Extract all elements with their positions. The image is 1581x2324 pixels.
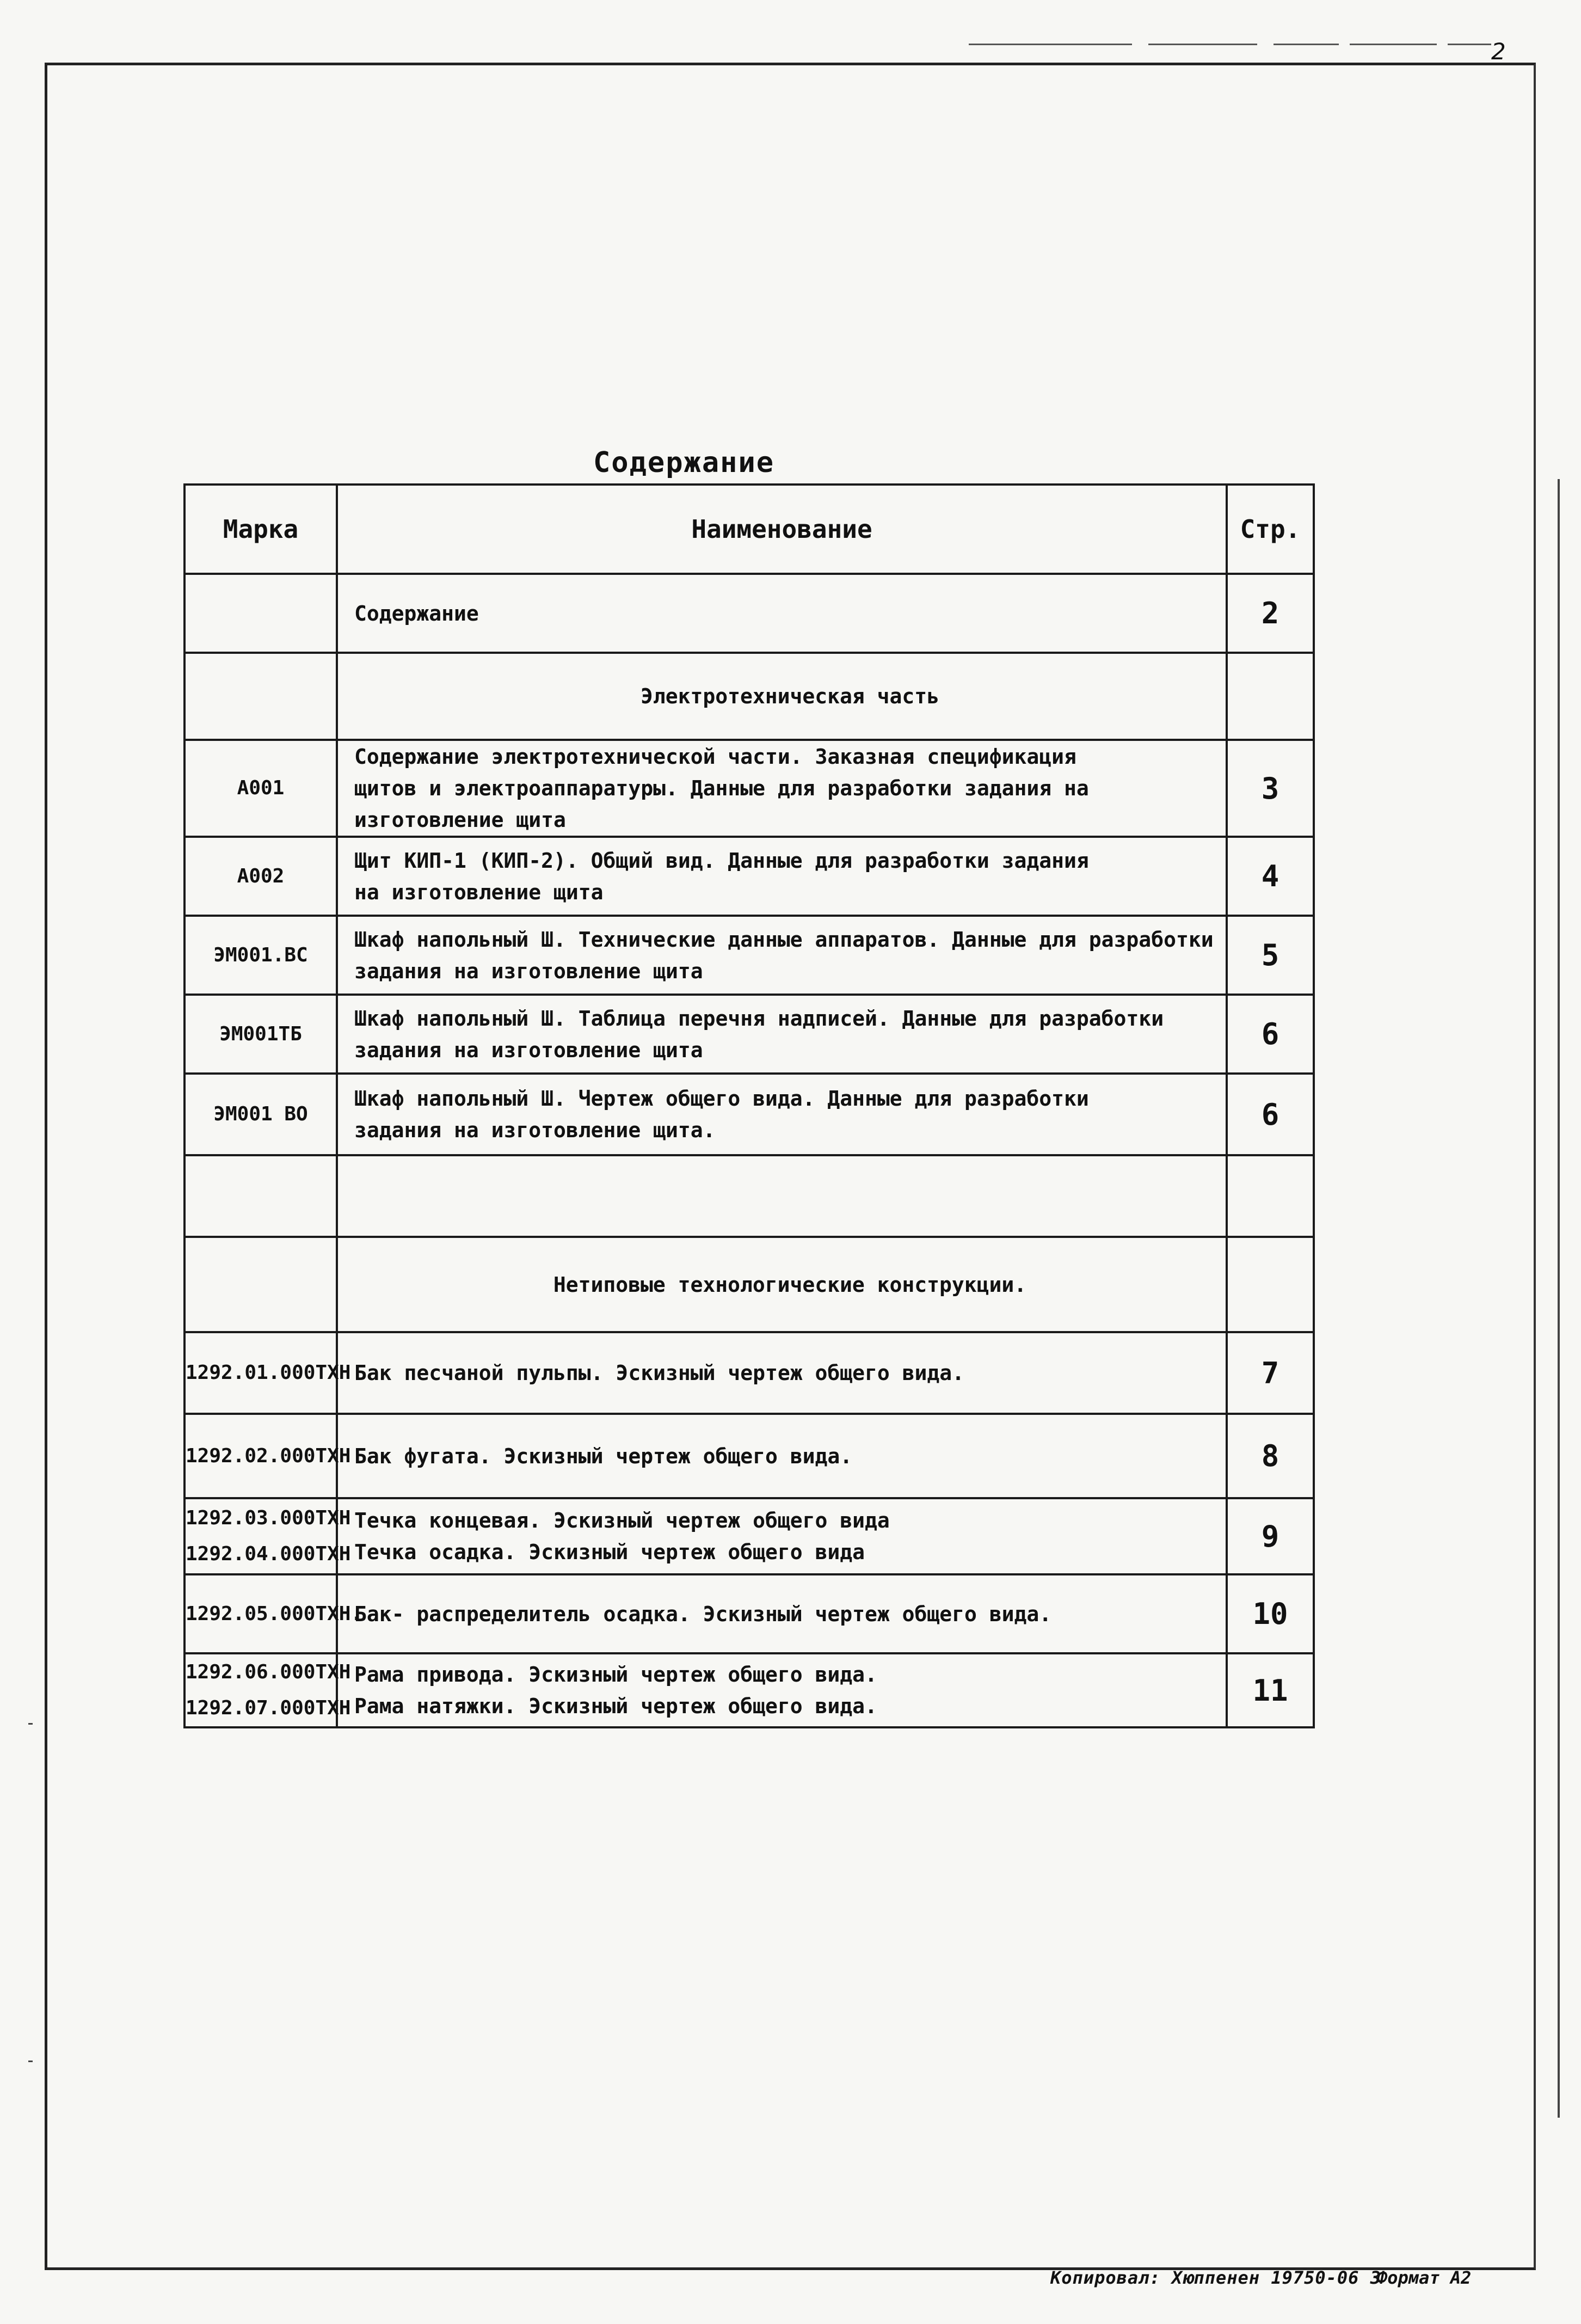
row-mark: [184, 653, 337, 740]
format-stamp: Формат А2: [1377, 2267, 1472, 2288]
row-mark: [184, 1237, 337, 1332]
row-name: [337, 574, 1227, 653]
name-line: на изготовление щита: [354, 880, 604, 904]
copied-by-stamp: Копировал: Хюппенен 19750-06 3: [1050, 2267, 1381, 2288]
row-name: [337, 740, 1227, 837]
row-name: [337, 1155, 1227, 1237]
name-line: Шкаф напольный Ш. Технические данные аппаратов. Данные для разработки: [354, 927, 1214, 952]
name-line: Содержание: [354, 601, 479, 626]
table-row: [184, 1332, 1314, 1414]
mark-line: 1292.07.000ТХН: [186, 1697, 351, 1719]
name-line: Нетиповые технологические конструкции.: [553, 1272, 1027, 1297]
row-mark: [184, 740, 337, 837]
row-page: 6: [1227, 995, 1314, 1074]
row-mark: [184, 1332, 351, 1414]
table-row: [184, 916, 1314, 995]
table-row: [184, 837, 1314, 916]
contents-table: [183, 483, 1315, 1728]
row-mark: [184, 574, 337, 653]
row-name: [337, 837, 1227, 916]
row-page: [1227, 653, 1314, 740]
contents-rows: [184, 574, 1314, 1727]
mark-line: 1292.01.000ТХН: [186, 1362, 351, 1384]
mark-line: 1292.04.000ТХН: [186, 1543, 351, 1565]
mark-line: 1292.05.000ТХН.: [186, 1602, 363, 1625]
row-page: 6: [1227, 1074, 1314, 1155]
row-name: [337, 995, 1227, 1074]
row-page: 5: [1227, 916, 1314, 995]
name-line: задания на изготовление щита.: [354, 1118, 716, 1142]
name-line: Бак- распределитель осадка. Эскизный чертеж общего вида.: [354, 1602, 1052, 1626]
row-name: [337, 1574, 1227, 1653]
table-row: [184, 1653, 1314, 1727]
mark-line: ЭМ001 ВО: [213, 1103, 308, 1125]
row-page: 9: [1227, 1498, 1314, 1574]
row-name: [337, 1332, 1227, 1414]
row-mark: [184, 995, 337, 1074]
name-line: Рама натяжки. Эскизный чертеж общего вида.: [354, 1694, 877, 1718]
table-row: [184, 1498, 1314, 1574]
row-page: 3: [1227, 740, 1314, 837]
name-line: Рама привода. Эскизный чертеж общего вида.: [354, 1663, 877, 1687]
table-row: [184, 1074, 1314, 1155]
name-line: задания на изготовление щита: [354, 959, 703, 983]
mark-line: 1292.03.000ТХН: [186, 1507, 351, 1529]
row-page: 7: [1227, 1332, 1314, 1414]
name-line: щитов и электроаппаратуры. Данные для разработки задания на изготовление щита: [354, 776, 1089, 832]
row-name: [337, 916, 1227, 995]
table-row: [184, 653, 1314, 740]
name-line: Щит КИП-1 (КИП-2). Общий вид. Данные для разработки задания: [354, 848, 1089, 873]
document-title: Содержание: [593, 446, 775, 479]
row-mark: [184, 1498, 351, 1574]
name-line: Содержание электротехнической части. Заказная спецификация: [354, 745, 1076, 769]
right-margin-line: [1558, 479, 1560, 2118]
table-row: [184, 995, 1314, 1074]
row-mark: [184, 1574, 363, 1653]
row-page: 10: [1227, 1574, 1314, 1653]
section-heading: [337, 653, 1227, 740]
row-page: 4: [1227, 837, 1314, 916]
row-page: 11: [1227, 1653, 1314, 1727]
table-row: [184, 574, 1314, 653]
name-line: задания на изготовление щита: [354, 1038, 703, 1062]
name-line: Шкаф напольный Ш. Таблица перечня надписей. Данные для разработки: [354, 1006, 1164, 1031]
section-heading: [337, 1237, 1227, 1332]
row-mark: [184, 837, 337, 916]
table-row: [184, 740, 1314, 837]
mark-line: А002: [237, 864, 285, 887]
table-row: [184, 1414, 1314, 1498]
mark-line: А001: [237, 777, 285, 799]
row-name: [337, 1074, 1227, 1155]
header-page: Стр.: [1227, 485, 1314, 574]
left-margin-tick: [28, 1723, 33, 1725]
row-page: [1227, 1155, 1314, 1237]
table-row: [184, 1237, 1314, 1332]
name-line: Электротехническая часть: [640, 684, 940, 708]
row-page: 8: [1227, 1414, 1314, 1498]
row-page: 2: [1227, 574, 1314, 653]
top-edge-marks: [969, 39, 1529, 56]
row-mark: [184, 1653, 351, 1727]
table-row: [184, 1155, 1314, 1237]
row-name: [337, 1414, 1227, 1498]
mark-line: ЭМ001ТБ: [219, 1022, 302, 1045]
name-line: Течка осадка. Эскизный чертеж общего вида: [354, 1540, 865, 1564]
header-name: Наименование: [337, 485, 1227, 574]
row-mark: [184, 1155, 337, 1237]
row-name: [337, 1653, 1227, 1727]
mark-line: ЭМ001.ВС: [213, 943, 308, 966]
table-row: [184, 1574, 1314, 1653]
row-name: [337, 1498, 1227, 1574]
name-line: Течка концевая. Эскизный чертеж общего вида: [354, 1509, 890, 1532]
left-margin-tick: [28, 2061, 33, 2062]
name-line: Бак фугата. Эскизный чертеж общего вида.: [354, 1444, 853, 1468]
mark-line: 1292.02.000ТХН: [186, 1444, 351, 1467]
sheet-number: 2: [1491, 38, 1506, 65]
header-row: [184, 485, 1314, 574]
row-mark: [184, 1074, 337, 1155]
row-mark: [184, 1414, 351, 1498]
header-mark: Марка: [184, 485, 337, 574]
name-line: Бак песчаной пульпы. Эскизный чертеж общего вида.: [354, 1361, 965, 1385]
row-mark: [184, 916, 337, 995]
mark-line: 1292.06.000ТХН: [186, 1661, 351, 1683]
row-page: [1227, 1237, 1314, 1332]
name-line: Шкаф напольный Ш. Чертеж общего вида. Данные для разработки: [354, 1087, 1089, 1111]
